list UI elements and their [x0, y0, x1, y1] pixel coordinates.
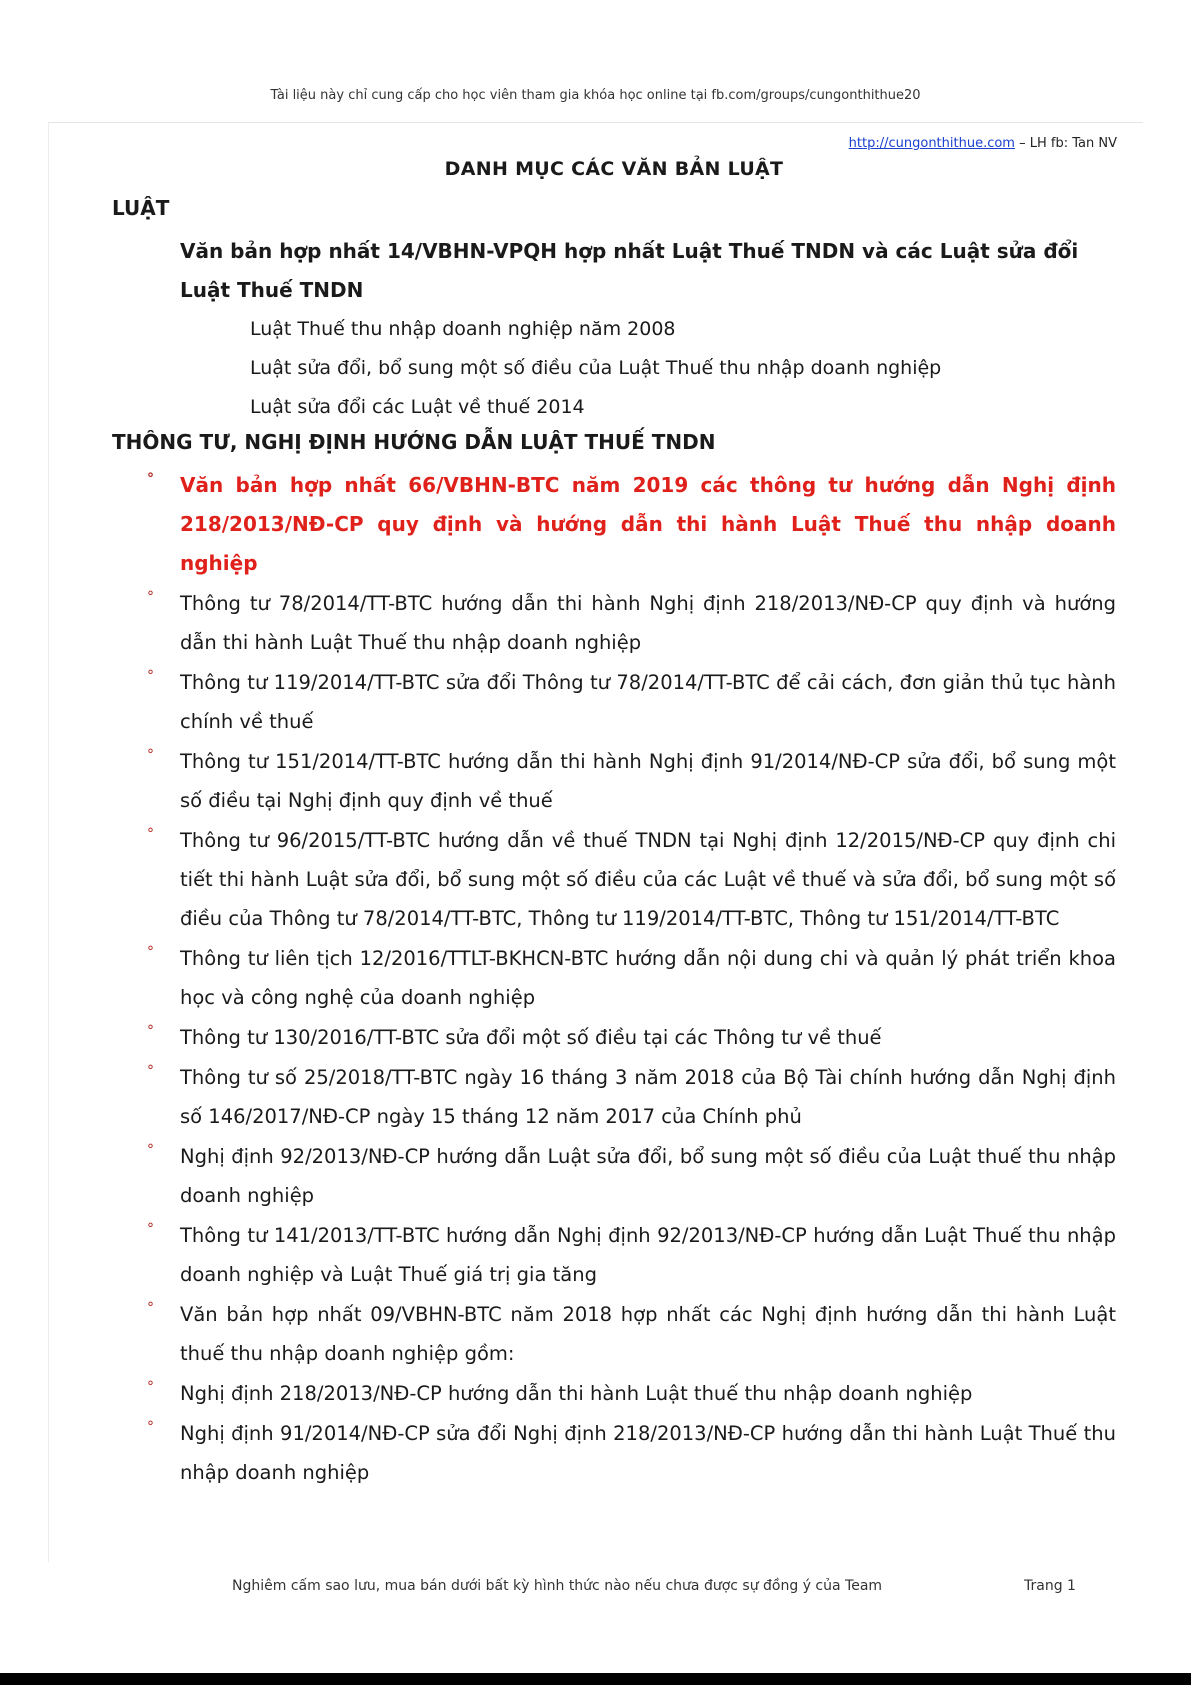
circle-bullet-icon: ° [147, 826, 154, 842]
guidance-item [147, 1216, 1116, 1294]
law-list [250, 310, 941, 427]
circle-bullet-icon: ° [147, 1300, 154, 1316]
guidance-item-text: Văn bản hợp nhất 09/VBHN-BTC năm 2018 hợp nhất các Nghị định hướng dẫn thi hành Luật thuế thu nhập doanh nghiệp gồm: [180, 1303, 1116, 1365]
circle-bullet-icon: ° [147, 1221, 154, 1237]
consolidated-law-text: Văn bản hợp nhất 14/VBHN-VPQH hợp nhất Luật Thuế TNDN và các Luật sửa đổi Luật Thuế TNDN [180, 239, 1079, 302]
guidance-item-text: Thông tư 96/2015/TT-BTC hướng dẫn về thuế TNDN tại Nghị định 12/2015/NĐ-CP quy định chi tiết thi hành Luật sửa đổi, bổ sung một số điều của các Luật về thuế và sửa đổi, bổ sung một số điều của Thông tư 78/2014/TT-BTC, Thông tư 119/2014/TT-BTC, Thông tư 151/2014/TT-BTC [180, 829, 1116, 930]
circle-bullet-icon: ° [147, 1379, 154, 1395]
page-frame-left-border [48, 122, 49, 1562]
circle-bullet-icon: ° [147, 1419, 154, 1435]
law-item: Luật sửa đổi, bổ sung một số điều của Luật Thuế thu nhập doanh nghiệp [250, 357, 942, 379]
document-title: DANH MỤC CÁC VĂN BẢN LUẬT [444, 158, 784, 180]
guidance-item [147, 584, 1116, 662]
circle-bullet-icon: ° [147, 1142, 154, 1158]
circle-bullet-icon: ° [147, 1063, 154, 1079]
guidance-item-text: Thông tư liên tịch 12/2016/TTLT-BKHCN-BTC hướng dẫn nội dung chi và quản lý phát triển khoa học và công nghệ của doanh nghiệp [180, 947, 1116, 1009]
site-line [849, 136, 1117, 151]
guidance-item-text: Thông tư 119/2014/TT-BTC sửa đổi Thông tư 78/2014/TT-BTC để cải cách, đơn giản thủ tục hành chính về thuế [180, 671, 1116, 733]
guidance-item [147, 1374, 1116, 1413]
guidance-item-text: Thông tư 130/2016/TT-BTC sửa đổi một số điều tại các Thông tư về thuế [180, 1026, 882, 1049]
guidance-item-text: Thông tư 141/2013/TT-BTC hướng dẫn Nghị định 92/2013/NĐ-CP hướng dẫn Luật Thuế thu nhập doanh nghiệp và Luật Thuế giá trị gia tăng [180, 1224, 1116, 1286]
guidance-item [147, 1058, 1116, 1136]
circle-bullet-icon: ° [147, 668, 154, 684]
guidance-item-text: Thông tư số 25/2018/TT-BTC ngày 16 tháng 3 năm 2018 của Bộ Tài chính hướng dẫn Nghị định số 146/2017/NĐ-CP ngày 15 tháng 12 năm 2017 của Chính phủ [180, 1066, 1116, 1128]
law-item: Luật Thuế thu nhập doanh nghiệp năm 2008 [250, 318, 676, 340]
footer-note: Nghiêm cấm sao lưu, mua bán dưới bất kỳ hình thức nào nếu chưa được sự đồng ý của Team [232, 1578, 883, 1594]
circle-bullet-icon: ° [147, 747, 154, 763]
circle-bullet-icon: ° [147, 471, 154, 487]
guidance-item [147, 1137, 1116, 1215]
guidance-item-text: Nghị định 92/2013/NĐ-CP hướng dẫn Luật sửa đổi, bổ sung một số điều của Luật thuế thu nhập doanh nghiệp [180, 1145, 1116, 1207]
guidance-item-highlighted [147, 466, 1116, 583]
header-note: Tài liệu này chỉ cung cấp cho học viên tham gia khóa học online tại fb.com/groups/cungonthithue20 [270, 88, 921, 103]
site-link[interactable]: http://cungonthithue.com [848, 136, 1015, 151]
guidance-item-text: Thông tư 151/2014/TT-BTC hướng dẫn thi hành Nghị định 91/2014/NĐ-CP sửa đổi, bổ sung một số điều tại Nghị định quy định về thuế [180, 750, 1116, 812]
guidance-item-text: Thông tư 78/2014/TT-BTC hướng dẫn thi hành Nghị định 218/2013/NĐ-CP quy định và hướng dẫn thi hành Luật Thuế thu nhập doanh nghiệp [180, 592, 1116, 654]
circle-bullet-icon: ° [147, 1023, 154, 1039]
guidance-item [147, 1295, 1116, 1373]
guidance-list [147, 466, 1116, 1493]
page-number: Trang 1 [1024, 1578, 1076, 1594]
circle-bullet-icon: ° [147, 589, 154, 605]
guidance-item [147, 742, 1116, 820]
bottom-edge-bar [0, 1673, 1191, 1685]
page-frame-top-border [48, 122, 1143, 123]
guidance-item [147, 821, 1116, 938]
law-item: Luật sửa đổi các Luật về thuế 2014 [250, 396, 585, 418]
guidance-item-text: Văn bản hợp nhất 66/VBHN-BTC năm 2019 các thông tư hướng dẫn Nghị định 218/2013/NĐ-CP quy định và hướng dẫn thi hành Luật Thuế thu nhập doanh nghiệp [180, 473, 1116, 575]
circle-bullet-icon: ° [147, 944, 154, 960]
guidance-item-text: Nghị định 218/2013/NĐ-CP hướng dẫn thi hành Luật thuế thu nhập doanh nghiệp [180, 1382, 973, 1405]
guidance-item [147, 939, 1116, 1017]
site-contact: – LH fb: Tan NV [1019, 136, 1117, 151]
section-heading-luat: LUẬT [112, 196, 170, 220]
guidance-item [147, 1414, 1116, 1492]
section-heading-guidance: THÔNG TƯ, NGHỊ ĐỊNH HƯỚNG DẪN LUẬT THUẾ TNDN [112, 430, 716, 454]
guidance-item-text: Nghị định 91/2014/NĐ-CP sửa đổi Nghị định 218/2013/NĐ-CP hướng dẫn thi hành Luật Thuế thu nhập doanh nghiệp [180, 1422, 1116, 1484]
guidance-item [147, 1018, 1116, 1057]
guidance-item [147, 663, 1116, 741]
